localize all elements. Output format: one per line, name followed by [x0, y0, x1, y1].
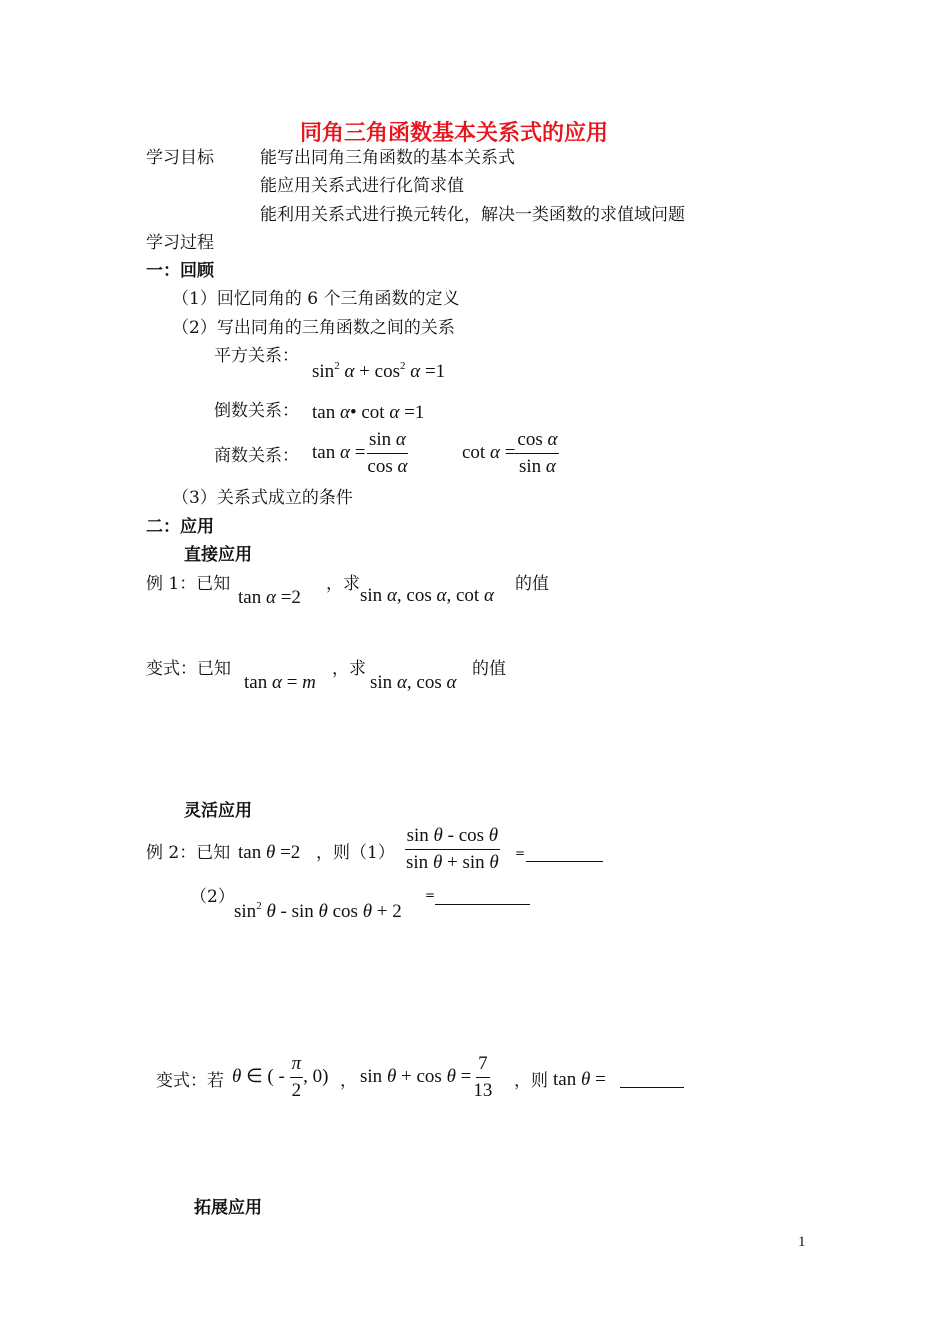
section1-heading: 一：回顾: [146, 261, 214, 281]
example2-eq2: =: [425, 888, 436, 902]
variant2-find: tan θ =: [553, 1069, 606, 1090]
section2-heading: 二：应用: [146, 517, 214, 537]
quotient-relation-tan: tan α = $\frac{\text{sin α}}{\text{cos α}}$: [312, 429, 408, 477]
example2-mid: ，则（1）: [316, 843, 395, 863]
goal-item-3: 能利用关系式进行换元转化，解决一类函数的求值域问题: [260, 205, 685, 225]
square-relation-label: 平方关系：: [214, 346, 299, 366]
answer-blank-1[interactable]: [526, 843, 603, 862]
example2-part2-label: （2）: [190, 887, 235, 907]
review-item-1: （1）回忆同角的 6 个三角函数的定义: [172, 289, 460, 309]
goals-label: 学习目标: [146, 148, 214, 168]
answer-blank-2[interactable]: [435, 886, 530, 905]
example2-fraction: $\frac{\text{sin θ - cos θ}}{\text{sin θ + sin θ}}$: [406, 825, 499, 873]
variant2-comma: ，: [340, 1071, 357, 1091]
variant2-equation: sin θ + cos θ = $\frac{7}{13}$: [360, 1053, 493, 1101]
reciprocal-relation-formula: tan α• cot α =1: [312, 402, 425, 423]
variant2-prefix: 变式：若: [156, 1071, 224, 1091]
reciprocal-relation-label: 倒数关系：: [214, 401, 299, 421]
extended-application-heading: 拓展应用: [194, 1198, 262, 1218]
variant1-given: tan α = m: [244, 672, 316, 693]
direct-application-heading: 直接应用: [184, 545, 252, 565]
answer-blank-3[interactable]: [620, 1069, 684, 1088]
goal-item-2: 能应用关系式进行化简求值: [260, 176, 464, 196]
page-title: 同角三角函数基本关系式的应用: [300, 120, 609, 146]
example1-prefix: 例 1：已知: [146, 574, 231, 594]
example2-prefix: 例 2：已知: [146, 843, 231, 863]
example2-part2-expression: $\sin^2 \theta$ - sin θ cos θ + 2: [234, 900, 402, 922]
example1-given: tan α =2: [238, 587, 301, 608]
page-number: 1: [798, 1234, 806, 1250]
variant2-then: ，则: [514, 1071, 548, 1091]
review-item-2: （2）写出同角的三角函数之间的关系: [172, 318, 455, 338]
example1-find: sin α, cos α, cot α: [360, 585, 494, 606]
square-relation-formula: $\sin^2 \alpha + \cos^2 \alpha =1$: [312, 360, 446, 382]
example2-given: tan θ =2: [238, 842, 301, 863]
goal-item-1: 能写出同角三角函数的基本关系式: [260, 148, 515, 168]
quotient-relation-cot: cot α = $\frac{\text{cos α}}{\text{sin α}}$: [462, 429, 558, 477]
review-item-3: （3）关系式成立的条件: [172, 488, 353, 508]
process-label: 学习过程: [146, 233, 214, 253]
example2-eq1: =: [515, 846, 526, 860]
quotient-relation-label: 商数关系：: [214, 446, 299, 466]
variant1-prefix: 变式：已知: [146, 659, 231, 679]
example1-mid: ，求: [326, 574, 360, 594]
variant2-condition: θ ∈ ( - $\frac{\pi}{2}$ , 0): [232, 1053, 329, 1101]
flexible-application-heading: 灵活应用: [184, 801, 252, 821]
variant1-find: sin α, cos α: [370, 672, 457, 693]
variant1-suffix: 的值: [472, 659, 506, 679]
variant1-mid: ，求: [332, 659, 366, 679]
example1-suffix: 的值: [515, 574, 549, 594]
